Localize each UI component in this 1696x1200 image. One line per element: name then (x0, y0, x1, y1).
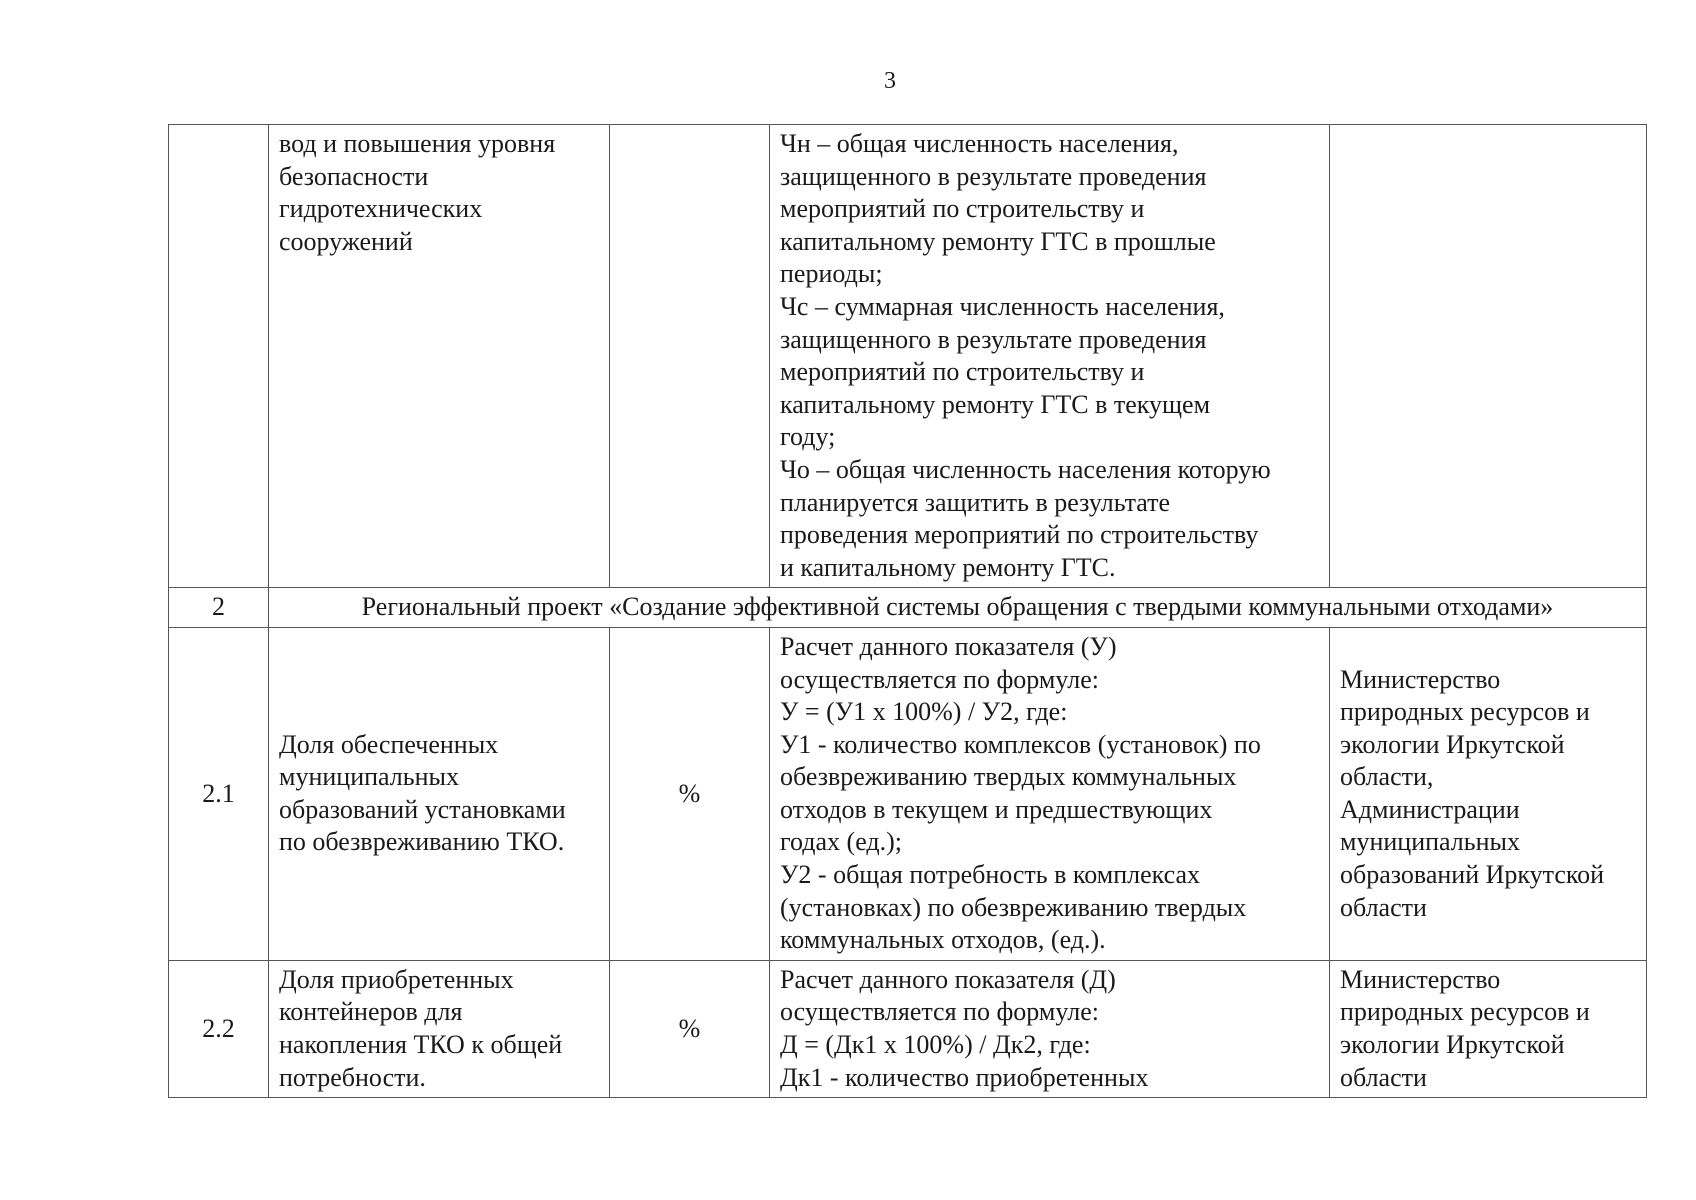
text-line: У2 - общая потребность в комплексах (780, 860, 1201, 890)
text-line: образований установками (279, 794, 566, 824)
text-line: У = (У1 x 100%) / У2, где: (780, 697, 1068, 727)
text-line: Расчет данного показателя (Д) (780, 964, 1116, 994)
text-line: Администрации (1340, 794, 1520, 824)
table-row-section (169, 588, 1647, 628)
indicator-name-cell (269, 960, 610, 1097)
text-line: области, (1340, 762, 1434, 792)
text-line: Министерство (1340, 964, 1501, 994)
text-line: области (1340, 1062, 1427, 1092)
text-line: Доля приобретенных (279, 964, 514, 994)
text-line: капитальному ремонту ГТС в текущем (780, 389, 1211, 419)
unit-cell (610, 125, 770, 588)
text-line: контейнеров для (279, 997, 463, 1027)
text-line: природных ресурсов и (1340, 697, 1590, 727)
text-line: потребности. (279, 1062, 426, 1092)
page-number: 3 (884, 68, 896, 94)
calculation-method-cell (770, 627, 1330, 960)
unit-cell: % (610, 960, 770, 1097)
text-line: мероприятий по строительству и (780, 357, 1145, 387)
text-line: безопасности (279, 161, 429, 191)
section-number: 2 (169, 588, 269, 628)
text-line: экологии Иркутской (1340, 1030, 1565, 1060)
text-line: году; (780, 422, 836, 452)
text-line: защищенного в результате проведения (780, 161, 1207, 191)
table-row-2-2 (169, 960, 1647, 1097)
table-row-2-1 (169, 627, 1647, 960)
text-line: Чс – суммарная численность населения, (780, 291, 1225, 321)
calculation-method-cell (770, 960, 1330, 1097)
row-number-cell (169, 125, 269, 588)
text-line: и капитальному ремонту ГТС. (780, 552, 1116, 582)
text-line: Доля обеспеченных (279, 729, 499, 759)
text-line: муниципальных (1340, 827, 1521, 857)
calculation-method-cell (770, 125, 1330, 588)
text-line: коммунальных отходов, (ед.). (780, 925, 1106, 955)
text-line: отходов в текущем и предшествующих (780, 794, 1213, 824)
text-line: гидротехнических (279, 194, 483, 224)
table-row-continuation (169, 125, 1647, 588)
text-line: образований Иркутской (1340, 860, 1605, 890)
text-line: капитальному ремонту ГТС в прошлые (780, 226, 1216, 256)
text-line: Чн – общая численность населения, (780, 129, 1179, 158)
responsible-cell (1330, 960, 1647, 1097)
row-number-cell: 2.1 (169, 627, 269, 960)
text-line: осуществляется по формуле: (780, 997, 1099, 1027)
indicator-name-cell (269, 125, 610, 588)
text-line: проведения мероприятий по строительству (780, 520, 1259, 550)
text-line: (установках) по обезвреживанию твердых (780, 892, 1247, 922)
text-line: накопления ТКО к общей (279, 1030, 563, 1060)
text-line: Министерство (1340, 664, 1501, 694)
text-line: годах (ед.); (780, 827, 903, 857)
text-line: обезвреживанию твердых коммунальных (780, 762, 1237, 792)
indicators-table (168, 124, 1647, 1098)
text-line: Чо – общая численность населения которую (780, 454, 1271, 484)
text-line: природных ресурсов и (1340, 997, 1590, 1027)
text-line: Д = (Дк1 x 100%) / Дк2, где: (780, 1030, 1091, 1060)
text-line: осуществляется по формуле: (780, 664, 1099, 694)
text-line: Региональный проект «Создание эффективной системы обращения с твердыми коммунальными отходами» (361, 592, 1554, 622)
text-line: мероприятий по строительству и (780, 194, 1145, 224)
section-title (269, 588, 1647, 628)
responsible-cell (1330, 627, 1647, 960)
text-line: муниципальных (279, 762, 460, 792)
text-line: защищенного в результате проведения (780, 324, 1207, 354)
text-line: Расчет данного показателя (У) (780, 631, 1117, 661)
unit-cell: % (610, 627, 770, 960)
text-line: У1 - количество комплексов (установок) по (780, 729, 1261, 759)
text-line: периоды; (780, 259, 883, 289)
text-line: сооружений (279, 226, 413, 256)
text-line: экологии Иркутской (1340, 729, 1565, 759)
text-line: вод и повышения уровня (279, 129, 556, 158)
text-line: планируется защитить в результате (780, 487, 1171, 517)
indicator-name-cell (269, 627, 610, 960)
row-number-cell: 2.2 (169, 960, 269, 1097)
text-line: Дк1 - количество приобретенных (780, 1062, 1149, 1092)
responsible-cell (1330, 125, 1647, 588)
text-line: области (1340, 892, 1427, 922)
text-line: по обезвреживанию ТКО. (279, 827, 565, 857)
